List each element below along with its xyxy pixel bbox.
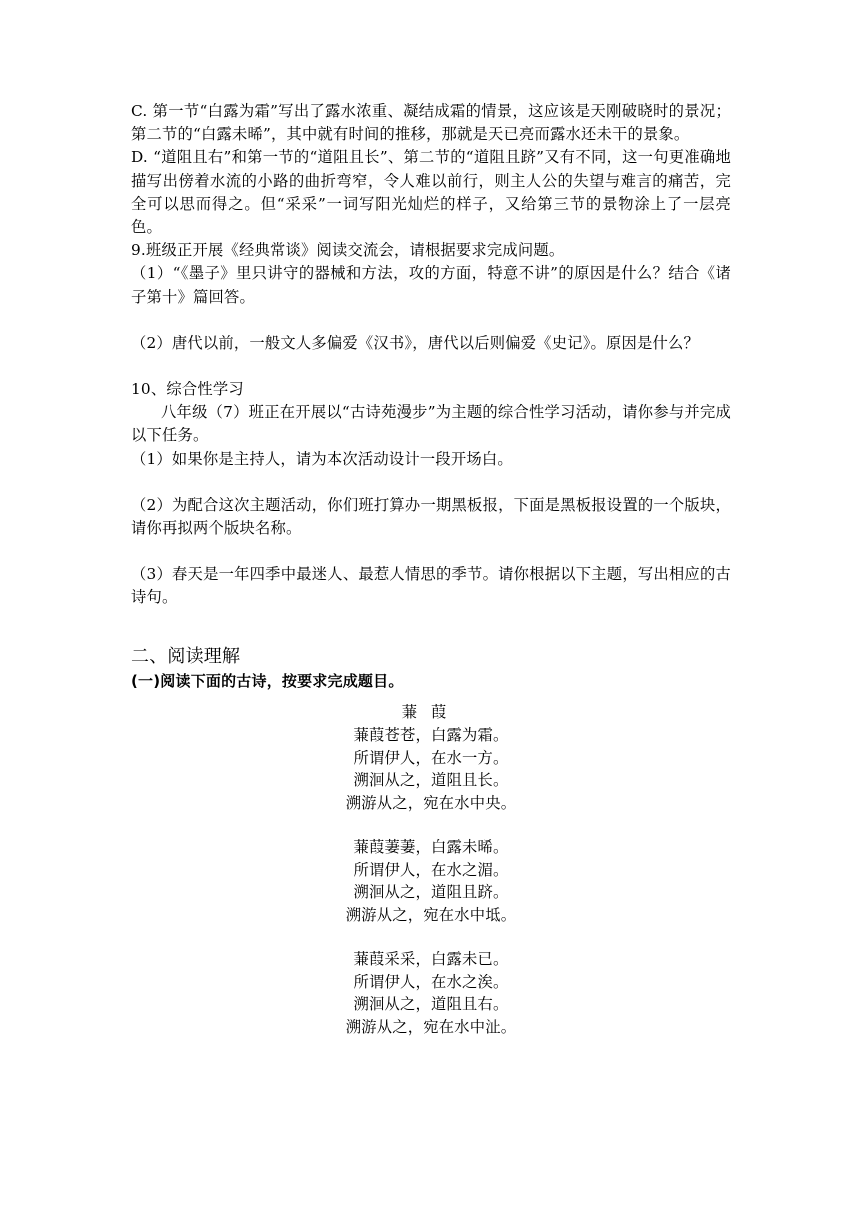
answer-space <box>131 355 731 378</box>
question-9-part-1: （1）“《墨子》里只讲守的器械和方法，攻的方面，特意不讲”的原因是什么？结合《诸子第十》篇回答。 <box>131 264 731 306</box>
poem-line: 溯洄从之，道阻且跻。 <box>353 883 509 902</box>
answer-space <box>131 309 731 332</box>
answer-space <box>131 540 731 563</box>
question-10-heading: 10、综合性学习 <box>131 380 244 399</box>
document-content <box>131 100 731 1060</box>
poem-line: 所谓伊人，在水之涘。 <box>353 972 509 991</box>
question-10-part-1: （1）如果你是主持人，请为本次活动设计一段开场白。 <box>131 449 513 468</box>
poem <box>131 701 731 1038</box>
poem-line: 蒹葭采采，白露未已。 <box>353 950 509 969</box>
question-9-part-2: （2）唐代以前，一般文人多偏爱《汉书》，唐代以后则偏爱《史记》。原因是什么？ <box>131 333 700 352</box>
poem-line: 溯洄从之，道阻且长。 <box>353 771 509 790</box>
poem-line: 溯游从之，宛在水中坻。 <box>345 905 517 924</box>
poem-line: 蒹葭萋萋，白露未晞。 <box>353 838 509 857</box>
poem-stanza <box>131 836 731 926</box>
subsection-title: (一)阅读下面的古诗，按要求完成题目。 <box>131 671 404 690</box>
question-10-intro: 八年级（7）班正在开展以“古诗苑漫步”为主题的综合性学习活动，请你参与并完成以下任务。 <box>131 403 731 445</box>
question-10-part-2: （2）为配合这次主题活动，你们班打算办一期黑板报，下面是黑板报设置的一个版块，请你再拟两个版块名称。 <box>131 495 731 538</box>
poem-line: 溯游从之，宛在水中央。 <box>345 793 517 812</box>
answer-space <box>131 471 731 494</box>
poem-line: 溯洄从之，道阻且右。 <box>353 995 509 1014</box>
poem-title: 蒹葭 <box>401 702 461 721</box>
section-title: 二、阅读理解 <box>131 645 241 667</box>
poem-line: 所谓伊人，在水一方。 <box>353 748 509 767</box>
question-10-part-3: （3）春天是一年四季中最迷人、最惹人情思的季节。请你根据以下主题，写出相应的古诗句。 <box>131 565 731 607</box>
poem-line: 所谓伊人，在水之湄。 <box>353 860 509 879</box>
poem-stanza <box>131 948 731 1038</box>
poem-line: 蒹葭苍苍，白露为霜。 <box>353 726 509 745</box>
option-c-paragraph: C. 第一节“白露为霜”写出了露水浓重、凝结成霜的情景，这应该是天刚破晓时的景况；第二节的“白露未晞”，其中就有时间的推移，那就是天已亮而露水还未干的景象。 <box>131 102 731 144</box>
poem-stanza <box>131 724 731 814</box>
poem-line: 溯游从之，宛在水中沚。 <box>345 1017 517 1036</box>
option-d-paragraph: D. “道阻且右”和第一节的“道阻且长”、第二节的“道阻且跻”又有不同，这一句更准确地描写出傍着水流的小路的曲折弯窄，令人难以前行，则主人公的失望与难言的痛苦，完全可以思而得之。但“采采”一词写阳光灿烂的样子，又给第三节的景物涂上了一层亮色。 <box>131 148 731 237</box>
section-spacer <box>131 610 731 644</box>
question-9-heading: 9.班级正开展《经典常谈》阅读交流会，请根据要求完成问题。 <box>131 241 565 260</box>
